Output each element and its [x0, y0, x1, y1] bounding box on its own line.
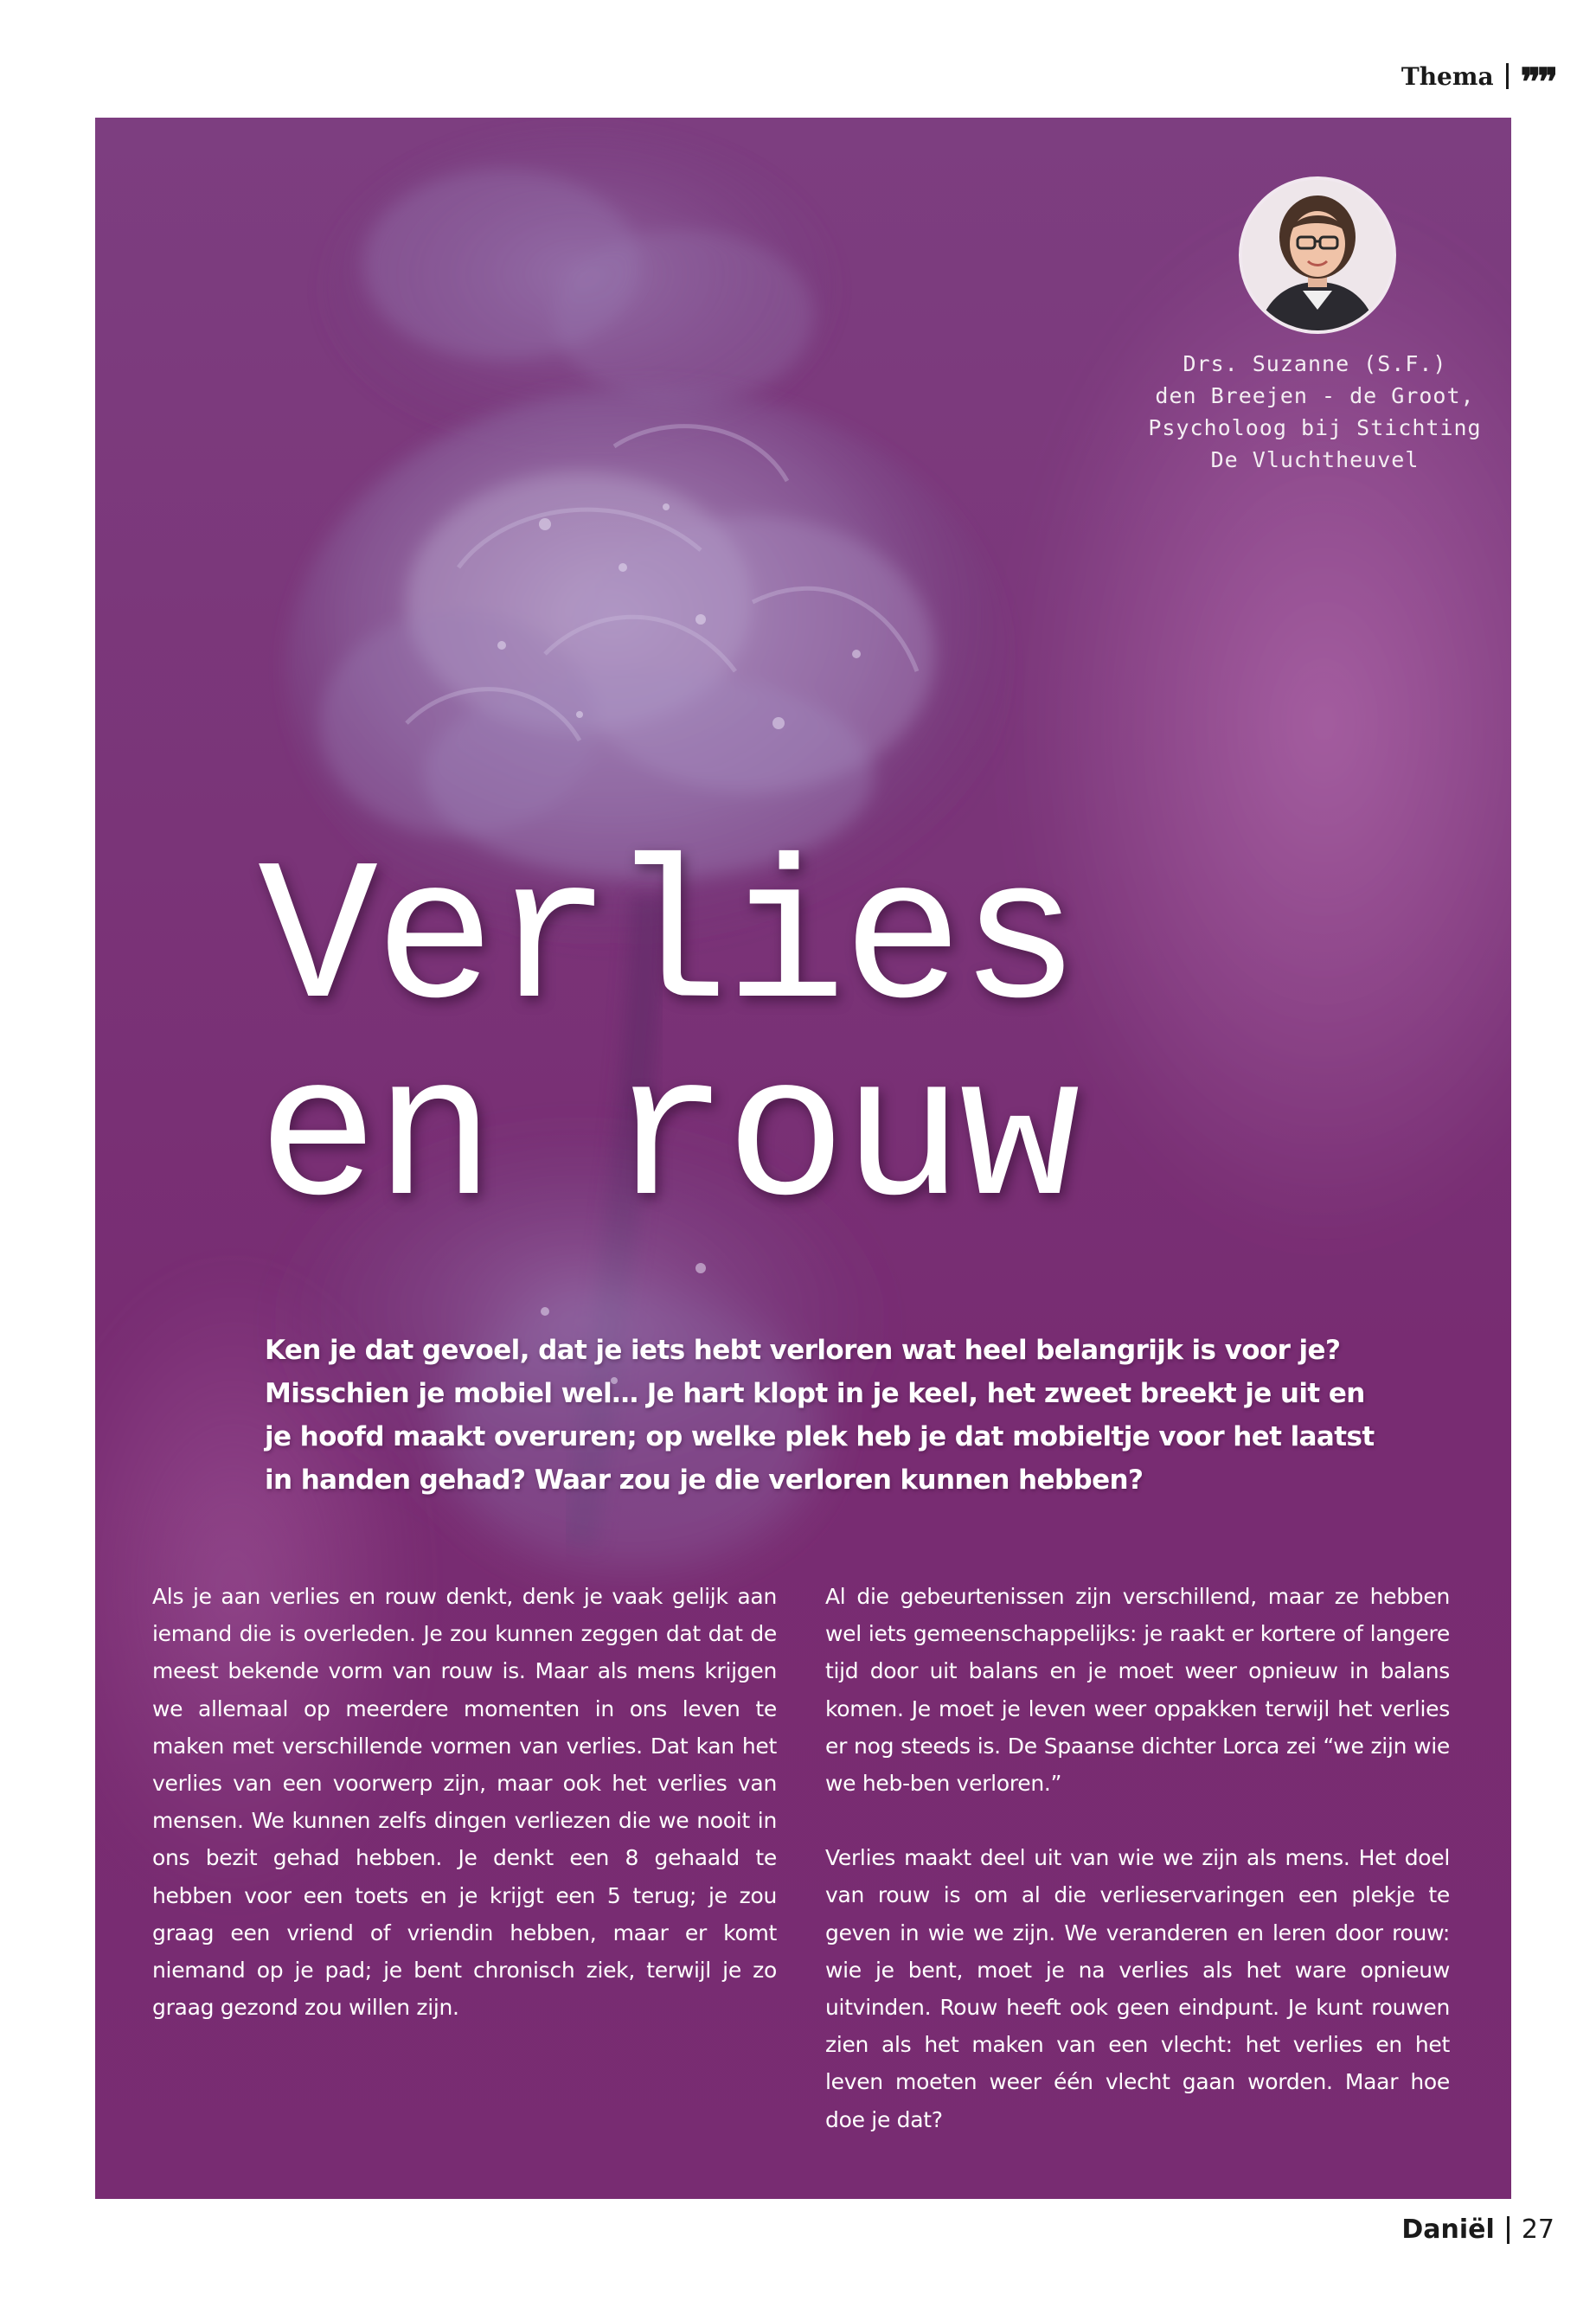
- author-caption-line: den Breejen - de Groot,: [1155, 383, 1475, 408]
- article-title-line-2: en rouw: [258, 1026, 1077, 1253]
- lead-line: in handen gehad? Waar zou je die verloren kunnen hebben?: [265, 1465, 1144, 1496]
- running-header: [1401, 57, 1554, 105]
- lead-line: Ken je dat gevoel, dat je iets hebt verloren wat heel belangrijk is voor je?: [265, 1335, 1341, 1366]
- author-portrait-icon: [1242, 180, 1393, 330]
- header-divider: [1506, 63, 1509, 89]
- article-lead: [265, 1329, 1375, 1502]
- body-paragraph: Als je aan verlies en rouw denkt, denk je vaak gelijk aan iemand die is overleden. Je zou kunnen zeggen dat dat de meest bekende vorm van rouw is. Maar als mens krijgen we allemaal op meerdere momenten in ons leven te maken met verschillende vormen van verlies. Dat kan het verlies van een voorwerp zijn, maar ook het verlies van mensen. We kunnen zelfs dingen verliezen die we nooit in ons bezit gehad hebben. Je denkt een 8 gehaald te hebben voor een toets en je krijgt een 5 terug; je zou graag een vriend of vriendin hebben, maar er komt niemand op je pad; je bent chronisch ziek, terwijl je zo graag gezond zou willen zijn.: [152, 1584, 777, 2021]
- magazine-name: Daniël: [1401, 2214, 1495, 2245]
- page-number: 27: [1521, 2214, 1554, 2245]
- article-title-line-1: Verlies: [258, 829, 1077, 1056]
- section-label: Thema: [1401, 61, 1494, 91]
- author-caption-line: Psycholoog bij Stichting: [1148, 415, 1482, 440]
- body-paragraph: Al die gebeurtenissen zijn verschillend, maar ze hebben wel iets gemeenschappelijks: je raakt er kortere of langere tijd door uit balans en je moet weer opnieuw in balans komen. Je moet je leven weer oppakken terwijl het verlies er nog steeds is. De Spaanse dichter Lorca zei “we zijn wie we heb-ben verloren.”: [825, 1584, 1450, 1797]
- author-caption-line: De Vluchtheuvel: [1210, 447, 1420, 472]
- body-column-left: [152, 1578, 777, 2063]
- author-caption-line: Drs. Suzanne (S.F.): [1183, 351, 1447, 376]
- quote-icon: ❞❞: [1520, 61, 1554, 105]
- footer-divider: [1507, 2216, 1509, 2244]
- author-caption: [1116, 348, 1511, 476]
- lead-line: je hoofd maakt overuren; op welke plek heb je dat mobieltje voor het laatst: [265, 1421, 1375, 1452]
- body-paragraph: Verlies maakt deel uit van wie we zijn als mens. Het doel van rouw is om al die verlieservaringen een plekje te geven in wie we zijn. We veranderen en leren door rouw: wie je bent, moet je na verlies als het ware opnieuw uitvinden. Rouw heeft ook geen eindpunt. Je kunt rouwen zien als het maken van een vlecht: het verlies en het leven moeten weer één vlecht gaan worden. Maar hoe doe je dat?: [825, 1845, 1450, 2132]
- author-avatar: [1239, 176, 1396, 334]
- article-title: [258, 829, 1077, 1253]
- body-column-right: [825, 1578, 1450, 2176]
- lead-line: Misschien je mobiel wel… Je hart klopt in je keel, het zweet breekt je uit en: [265, 1378, 1365, 1409]
- article-panel: [95, 118, 1511, 2199]
- page-footer: [1401, 2214, 1554, 2245]
